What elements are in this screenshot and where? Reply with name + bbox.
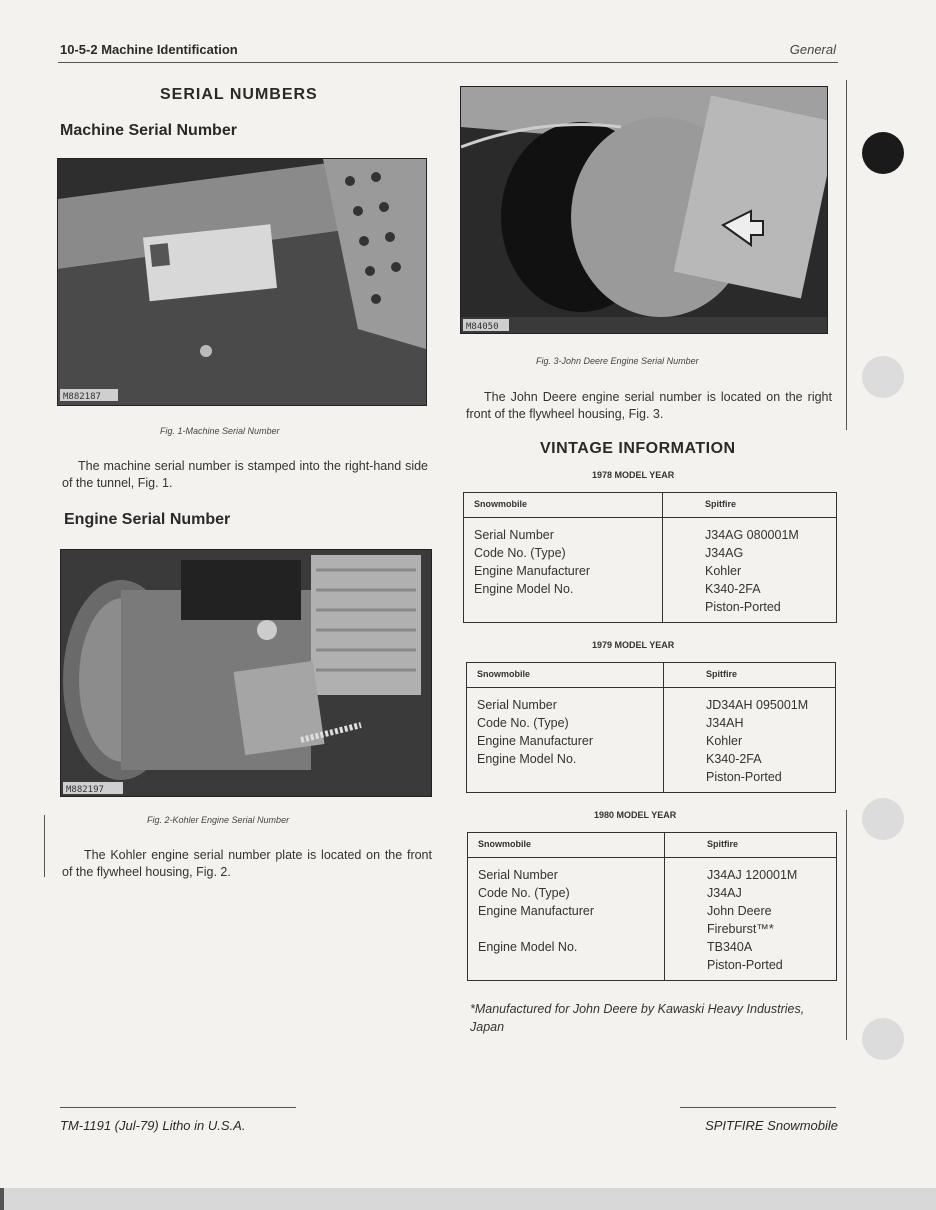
binder-hole	[862, 356, 904, 398]
row-value: JD34AH 095001M	[706, 698, 809, 712]
fig2-label: M882197	[66, 785, 104, 795]
binder-hole	[862, 798, 904, 840]
fig3-paragraph: The John Deere engine serial number is located on the right front of the flywheel housing, Fig. 3.	[466, 390, 832, 421]
row-value: J34AH	[706, 716, 744, 730]
row-value: Piston-Ported	[707, 958, 783, 972]
fig3-caption: Fig. 3-John Deere Engine Serial Number	[536, 356, 699, 366]
table-labels	[464, 518, 663, 623]
row-label: Engine Model No.	[478, 940, 578, 954]
footer-rule-left	[60, 1107, 296, 1108]
col-header-spitfire: Spitfire	[663, 493, 837, 518]
fig1-paragraph: The machine serial number is stamped into the right-hand side of the tunnel, Fig. 1.	[62, 459, 428, 490]
vintage-table-1979	[466, 662, 836, 793]
model-year-1978: 1978 MODEL YEAR	[592, 470, 675, 480]
footer-doc-id: TM-1191 (Jul-79) Litho in U.S.A.	[60, 1118, 246, 1133]
fig3-label: M84050	[466, 322, 499, 332]
table-labels	[467, 688, 664, 793]
margin-bar	[846, 810, 847, 1040]
row-label: Engine Model No.	[477, 752, 577, 766]
row-value: Piston-Ported	[705, 600, 781, 614]
row-value: Fireburst™*	[707, 922, 774, 936]
row-value: K340-2FA	[706, 752, 762, 766]
row-label: Engine Manufacturer	[477, 734, 594, 748]
row-label: Engine Manufacturer	[478, 904, 595, 918]
row-value: J34AJ	[707, 886, 742, 900]
row-value: J34AJ 120001M	[707, 868, 798, 882]
row-value: K340-2FA	[705, 582, 761, 596]
row-label: Engine Manufacturer	[474, 564, 591, 578]
serial-numbers-title: SERIAL NUMBERS	[160, 86, 318, 103]
vintage-table-1980	[467, 832, 837, 981]
col-header-spitfire: Spitfire	[664, 663, 836, 688]
margin-bar	[846, 80, 847, 430]
row-label: Code No. (Type)	[478, 886, 570, 900]
model-year-1979: 1979 MODEL YEAR	[592, 640, 675, 650]
vintage-information-title: VINTAGE INFORMATION	[540, 440, 736, 457]
row-label: Serial Number	[478, 868, 558, 882]
table-values	[664, 688, 836, 793]
row-value: Piston-Ported	[706, 770, 782, 784]
fig1-label: M882187	[63, 392, 101, 402]
row-label: Serial Number	[477, 698, 557, 712]
footnote: *Manufactured for John Deere by Kawaski Heavy Industries, Japan	[470, 1002, 805, 1034]
row-label: Code No. (Type)	[477, 716, 569, 730]
col-header-snowmobile: Snowmobile	[468, 833, 665, 858]
fig2-paragraph: The Kohler engine serial number plate is located on the front of the flywheel housing, Fig. 2.	[62, 848, 432, 879]
row-value: Kohler	[706, 734, 743, 748]
row-label: Serial Number	[474, 528, 554, 542]
table-values	[663, 518, 837, 623]
row-value: Kohler	[705, 564, 742, 578]
header-rule	[58, 62, 838, 63]
row-label: Engine Model No.	[474, 582, 574, 596]
row-label	[478, 920, 654, 938]
vintage-table-1978	[463, 492, 837, 623]
col-header-snowmobile: Snowmobile	[467, 663, 664, 688]
machine-serial-heading: Machine Serial Number	[60, 122, 237, 139]
binder-hole	[862, 1018, 904, 1060]
table-values	[665, 858, 837, 981]
revision-bar	[44, 815, 45, 877]
footer-rule-right	[680, 1107, 836, 1108]
fig1-caption: Fig. 1-Machine Serial Number	[160, 426, 280, 436]
footer-product: SPITFIRE Snowmobile	[705, 1118, 838, 1133]
fig1-photo	[57, 158, 427, 406]
col-header-spitfire: Spitfire	[665, 833, 837, 858]
section-header: 10-5-2 Machine Identification	[60, 42, 238, 57]
row-label: Code No. (Type)	[474, 546, 566, 560]
row-value: TB340A	[707, 940, 753, 954]
category-header: General	[789, 42, 836, 57]
fig2-caption: Fig. 2-Kohler Engine Serial Number	[147, 815, 290, 825]
fig2-photo	[60, 549, 432, 797]
scan-edge-mark	[0, 1188, 4, 1210]
col-header-snowmobile: Snowmobile	[464, 493, 663, 518]
binder-hole	[862, 132, 904, 174]
scan-edge	[0, 1188, 936, 1210]
row-value: J34AG	[705, 546, 744, 560]
row-value: J34AG 080001M	[705, 528, 799, 542]
model-year-1980: 1980 MODEL YEAR	[594, 810, 677, 820]
engine-serial-heading: Engine Serial Number	[64, 511, 231, 528]
fig3-photo	[460, 86, 828, 334]
table-labels	[468, 858, 665, 981]
row-value: John Deere	[707, 904, 772, 918]
